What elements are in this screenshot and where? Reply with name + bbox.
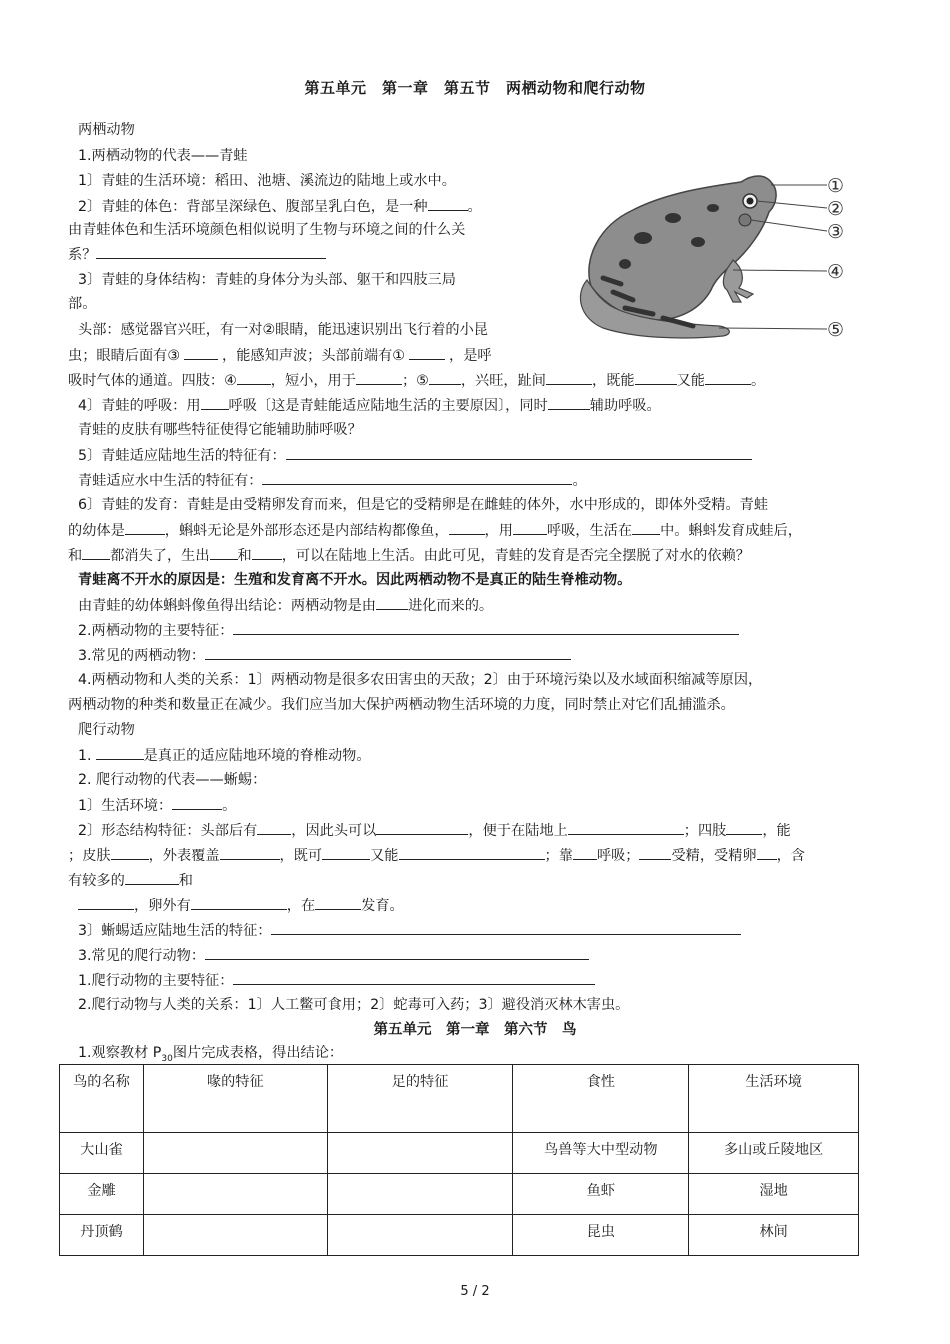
blank[interactable] xyxy=(78,895,134,910)
cell-habitat: 多山或丘陵地区 xyxy=(689,1133,859,1174)
blank[interactable] xyxy=(635,370,677,385)
blank[interactable] xyxy=(573,845,597,860)
reptile-structure-3: 有较多的 和 xyxy=(68,870,193,891)
blank[interactable] xyxy=(409,345,445,360)
header-diet: 食性 xyxy=(513,1065,689,1133)
header-beak: 喙的特征 xyxy=(143,1065,327,1133)
amphibian-head: 头部：感觉器官兴旺，有一对②眼睛，能迅速识别出飞行着的小昆 xyxy=(78,322,488,338)
page-title: 第五单元 第一章 第五节 两栖动物和爬行动物 xyxy=(304,79,646,97)
amphibian-breath: 4〕青蛙的呼吸：用 呼吸〔这是青蛙能适应陆地生活的主要原因〕，同时 辅助呼吸。 xyxy=(78,395,661,416)
blank[interactable] xyxy=(205,945,589,960)
table-row xyxy=(60,1174,859,1215)
blank[interactable] xyxy=(125,870,179,885)
blank[interactable] xyxy=(449,520,485,535)
reptile-structure-4: ，卵外有 ，在 发育。 xyxy=(78,895,404,916)
blank[interactable] xyxy=(233,970,595,985)
blank[interactable] xyxy=(428,196,468,211)
amphibian-head-2: 虫；眼睛后面有③ ，能感知声波；头部前端有① ，是呼 xyxy=(68,345,492,366)
amphibian-limbs: 吸时气体的通道。四肢：④ ，短小，用于 ；⑤ ，兴旺，趾间 ，既能 又能 。 xyxy=(68,370,765,391)
cell-diet: 鸟兽等大中型动物 xyxy=(513,1133,689,1174)
blank[interactable] xyxy=(632,520,660,535)
cell-foot[interactable] xyxy=(327,1174,513,1215)
blank[interactable] xyxy=(322,845,370,860)
blank[interactable] xyxy=(513,520,547,535)
table-row xyxy=(60,1133,859,1174)
blank[interactable] xyxy=(82,545,110,560)
reptile-common: 3.常见的爬行动物： xyxy=(78,945,589,966)
amphibian-item-1: 1.两栖动物的代表——青蛙 xyxy=(78,148,248,164)
blank[interactable] xyxy=(220,845,280,860)
table-row xyxy=(60,1215,859,1256)
blank[interactable] xyxy=(252,545,282,560)
amphibian-develop-3: 和 都消失了，生出 和 ，可以在陆地上生活。由此可见，青蛙的发育是否完全摆脱了对水的依赖？ xyxy=(68,545,750,566)
amphibian-evolution: 由青蛙的幼体蝌蚪像鱼得出结论：两栖动物是由 进化而来的。 xyxy=(78,595,493,616)
cell-bird-name: 金雕 xyxy=(60,1174,144,1215)
table-header-row xyxy=(60,1065,859,1133)
section-heading-reptile: 爬行动物 xyxy=(78,722,135,738)
amphibian-conclusion: 青蛙离不开水的原因是：生殖和发育离不开水。因此两栖动物不是真正的陆生脊椎动物。 xyxy=(78,572,632,588)
reptile-structure-2: ；皮肤 ，外表覆盖 ，既可 又能 ；靠 呼吸； 受精，受精卵 ，含 xyxy=(68,845,805,866)
reptile-features: 1.爬行动物的主要特征： xyxy=(78,970,595,991)
blank[interactable] xyxy=(205,645,571,660)
blank[interactable] xyxy=(172,795,222,810)
blank[interactable] xyxy=(639,845,671,860)
frog-illustration xyxy=(573,168,873,346)
blank[interactable] xyxy=(548,395,590,410)
cell-bird-name: 大山雀 xyxy=(60,1133,144,1174)
header-bird-name: 鸟的名称 xyxy=(60,1065,144,1133)
blank[interactable] xyxy=(191,895,287,910)
blank[interactable] xyxy=(376,820,468,835)
amphibian-relation-2: 两栖动物的种类和数量正在减少。我们应当加大保护两栖动物生活环境的力度，同时禁止对它们乱捕滥杀。 xyxy=(68,697,735,713)
cell-habitat: 湿地 xyxy=(689,1174,859,1215)
reptile-relation: 2.爬行动物与人类的关系：1〕人工鳖可食用；2〕蛇毒可入药；3〕避役消灭林木害虫。 xyxy=(78,997,630,1013)
cell-bird-name: 丹顶鹤 xyxy=(60,1215,144,1256)
header-habitat: 生活环境 xyxy=(689,1065,859,1133)
blank[interactable] xyxy=(262,470,572,485)
amphibian-question-end: 系？ xyxy=(68,244,326,265)
frog-label-5: ⑤ xyxy=(827,319,845,341)
amphibian-land: 5〕青蛙适应陆地生活的特征有： xyxy=(78,445,752,466)
blank[interactable] xyxy=(757,845,777,860)
amphibian-develop: 6〕青蛙的发育：青蛙是由受精卵发育而来，但是它的受精卵是在雌蛙的体外，水中形成的，即体外受精。青蛙 xyxy=(78,497,769,513)
reptile-item-2: 2. 爬行动物的代表——蜥蜴： xyxy=(78,772,267,788)
frog-body-shape xyxy=(580,176,776,338)
cell-beak[interactable] xyxy=(143,1215,327,1256)
bird-intro: 1.观察教材 $P_{30}$图片完成表格，得出结论： xyxy=(78,1045,344,1064)
section-heading-amphibian: 两栖动物 xyxy=(78,122,135,138)
blank[interactable] xyxy=(257,820,291,835)
blank[interactable] xyxy=(315,895,361,910)
blank[interactable] xyxy=(96,244,326,259)
blank[interactable] xyxy=(271,920,741,935)
amphibian-relation: 4.两栖动物和人类的关系：1〕两栖动物是很多农田害虫的天敌；2〕由于环境污染以及水域面积缩减等原因， xyxy=(78,672,763,688)
amphibian-structure: 3〕青蛙的身体结构：青蛙的身体分为头部、躯干和四肢三局 xyxy=(78,272,456,288)
amphibian-common: 3.常见的两栖动物： xyxy=(78,645,571,666)
reptile-structure: 2〕形态结构特征：头部后有 ，因此头可以 ，便于在陆地上 ；四肢 ，能 xyxy=(78,820,791,841)
header-foot: 足的特征 xyxy=(327,1065,513,1133)
cell-habitat: 林间 xyxy=(689,1215,859,1256)
blank[interactable] xyxy=(233,620,739,635)
amphibian-habitat: 1〕青蛙的生活环境：稻田、池塘、溪流边的陆地上或水中。 xyxy=(78,173,456,189)
bird-table xyxy=(59,1064,859,1256)
blank[interactable] xyxy=(356,370,402,385)
blank[interactable] xyxy=(237,370,271,385)
blank[interactable] xyxy=(96,745,144,760)
amphibian-question: 由青蛙体色和生活环境颜色相似说明了生物与环境之间的什么关 xyxy=(68,222,466,238)
page-number: 5 / 2 xyxy=(460,1284,490,1299)
cell-diet: 鱼虾 xyxy=(513,1174,689,1215)
blank[interactable] xyxy=(201,395,229,410)
amphibian-develop-2: 的幼体是 ，蝌蚪无论是外部形态还是内部结构都像鱼， ，用 呼吸，生活在 中。蝌蚪发育成蛙后， xyxy=(68,520,802,541)
blank[interactable] xyxy=(726,820,762,835)
blank[interactable] xyxy=(705,370,751,385)
cell-foot[interactable] xyxy=(327,1215,513,1256)
blank[interactable] xyxy=(546,370,592,385)
cell-diet: 昆虫 xyxy=(513,1215,689,1256)
blank[interactable] xyxy=(376,595,408,610)
cell-foot[interactable] xyxy=(327,1133,513,1174)
blank[interactable] xyxy=(111,845,149,860)
blank[interactable] xyxy=(399,845,545,860)
frog-label-3: ③ xyxy=(827,221,845,243)
frog-label-4: ④ xyxy=(827,261,845,283)
blank[interactable] xyxy=(568,820,684,835)
blank[interactable] xyxy=(184,345,218,360)
bird-section-title: 第五单元 第一章 第六节 鸟 xyxy=(373,1022,577,1038)
reptile-adapt: 3〕蜥蜴适应陆地生活的特征： xyxy=(78,920,741,941)
cell-beak[interactable] xyxy=(143,1174,327,1215)
blank[interactable] xyxy=(429,370,461,385)
blank[interactable] xyxy=(286,445,752,460)
amphibian-color: 2〕青蛙的体色：背部呈深绿色、腹部呈乳白色，是一种 。 xyxy=(78,196,482,217)
cell-beak[interactable] xyxy=(143,1133,327,1174)
reptile-habitat: 1〕生活环境： 。 xyxy=(78,795,236,816)
blank[interactable] xyxy=(210,545,238,560)
amphibian-features: 2.两栖动物的主要特征： xyxy=(78,620,739,641)
reptile-item-1: 1. 是真正的适应陆地环境的脊椎动物。 xyxy=(78,745,371,766)
frog-label-1: ① xyxy=(827,175,845,197)
blank[interactable] xyxy=(125,520,165,535)
amphibian-structure-end: 部。 xyxy=(68,296,97,312)
amphibian-water: 青蛙适应水中生活的特征有： 。 xyxy=(78,470,587,491)
frog-label-2: ② xyxy=(827,198,845,220)
amphibian-skin-question: 青蛙的皮肤有哪些特征使得它能辅助肺呼吸？ xyxy=(78,422,362,438)
